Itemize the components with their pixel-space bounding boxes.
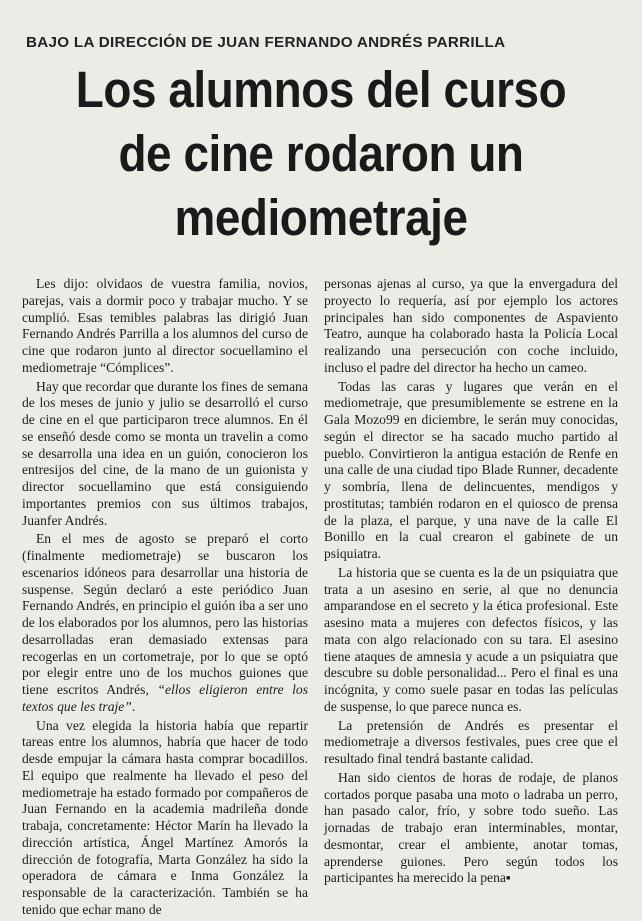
paragraph-text: En el mes de agosto se preparó el corto (finalmente mediometraje) se buscaron los escenarios idóneos para desarrollar una historia de suspense. Según declaró a este periódico Juan Fernando Andrés, en principio el guión iba a ser uno de los elaborados por los alumnos, pero las historias desarrolladas eran demasiado extensas para recogerlas en un cortometraje, por lo que se optó por elegir entre uno de los muchos guiones que tiene escritos Andrés, bbox=[22, 531, 308, 697]
quote: “ellos eligieron entre los textos que les traje” bbox=[22, 682, 309, 714]
quote-end: . bbox=[131, 698, 136, 714]
paragraph-text: Han sido cientos de horas de rodaje, de planos cortados porque pasaba una moto o ladraba un perro, han pasado calor, frío, y sobre todo sueño. Las jornadas de trabajo eran interminables, montar, desmontar, crear el ambiente, anotar tomas, aprenderse guiones. Pero según todos los participantes ha merecido la pena bbox=[324, 769, 618, 886]
paragraph: personas ajenas al curso, ya que la envergadura del proyecto lo requería, así por ejemplo los actores principales han sido componentes de Aspaviento Teatro, aunque ha colaborado hasta la Policía Local realizando una persecución con coche incluido, incluso el padre del director ha hecho un cameo. bbox=[324, 276, 618, 375]
title-line-1: Los alumnos del curso bbox=[75, 61, 567, 118]
paragraph: La historia que se cuenta es la de un psiquiatra que trata a un asesino en serie, al que no denuncia amparandose en el secreto y la ética profesional. Este asesino mata a mujeres con defectos físicos, y las mata con algo relacionado con su tara. El asesino tiene ataques de amnesia y acude a un psiquiatra que descubre su doble personalidad... Pero el final es una incógnita, y como suele pasar en todas las películas de suspense, lo que parece nunca es. bbox=[324, 564, 618, 714]
article-kicker: BAJO LA DIRECCIÓN DE JUAN FERNANDO ANDRÉS PARRILLA bbox=[26, 34, 506, 51]
paragraph: Todas las caras y lugares que verán en el mediometraje, que presumiblemente se estrene en la Gala Mozo99 en diciembre, le serán muy conocidas, según el director se ha sacado mucho partido al pueblo. Convirtieron la antigua estación de Renfe en una calle de una ciudad tipo Blade Runner, decadente y sombría, llena de delincuentes, mendigos y prostitutas; también rodaron en el quiosco de prensa de la plaza, el parque, y una nave de la calle El Bonillo en la cual crearon el gabinete de un psiquiatra. bbox=[324, 378, 618, 561]
right-column bbox=[324, 276, 618, 889]
paragraph: La pretensión de Andrés es presentar el mediometraje a diversos festivales, pues cree que el resultado final tendrá bastante calidad. bbox=[324, 717, 618, 766]
paragraph: Les dijo: olvidaos de vuestra familia, novios, parejas, vais a dormir poco y trabajar mucho. Y se cumplió. Esas temibles palabras las dirigió Juan Fernando Andrés Parrilla a los alumnos del curso de cine que rodaron junto al director socuellamino el mediometraje “Cómplices”. bbox=[22, 276, 308, 375]
article-body bbox=[22, 276, 622, 917]
paragraph: Una vez elegida la historia había que repartir tareas entre los alumnos, habría que hacer de todo desde empujar la cámara hasta comprar bocadillos. El equipo que realmente ha llevado el peso del mediometraje ha estado formado por compañeros de Juan Fernando en la academia madrileña donde trabaja, concretamente: Héctor Marín ha llevado la dirección artística, Ángel Martínez Amorós la dirección de fotografía, Marta González ha sido la operadora de cámara e Inma González la responsable de la caracterización. También se ha tenido que echar mano de bbox=[22, 717, 308, 917]
title-line-2: de cine rodaron un bbox=[118, 125, 524, 182]
paragraph bbox=[324, 770, 618, 887]
paragraph: Hay que recordar que durante los fines de semana de los meses de junio y julio se desarrolló el curso de cine en el que participaron trece alumnos. En él se enseñó desde como se monta un travelin a como se desarrolla una idea en un guión, conocieron los entresijos del cine, de la mano de un guionista y director socuellamino que está consiguiendo importantes premios con sus últimos trabajos, Juanfer Andrés. bbox=[22, 378, 308, 528]
paragraph bbox=[22, 531, 308, 715]
left-column bbox=[22, 276, 308, 921]
end-mark-icon: ▪ bbox=[505, 870, 511, 886]
title-line-3: mediometraje bbox=[174, 189, 468, 246]
article-title bbox=[0, 58, 642, 250]
